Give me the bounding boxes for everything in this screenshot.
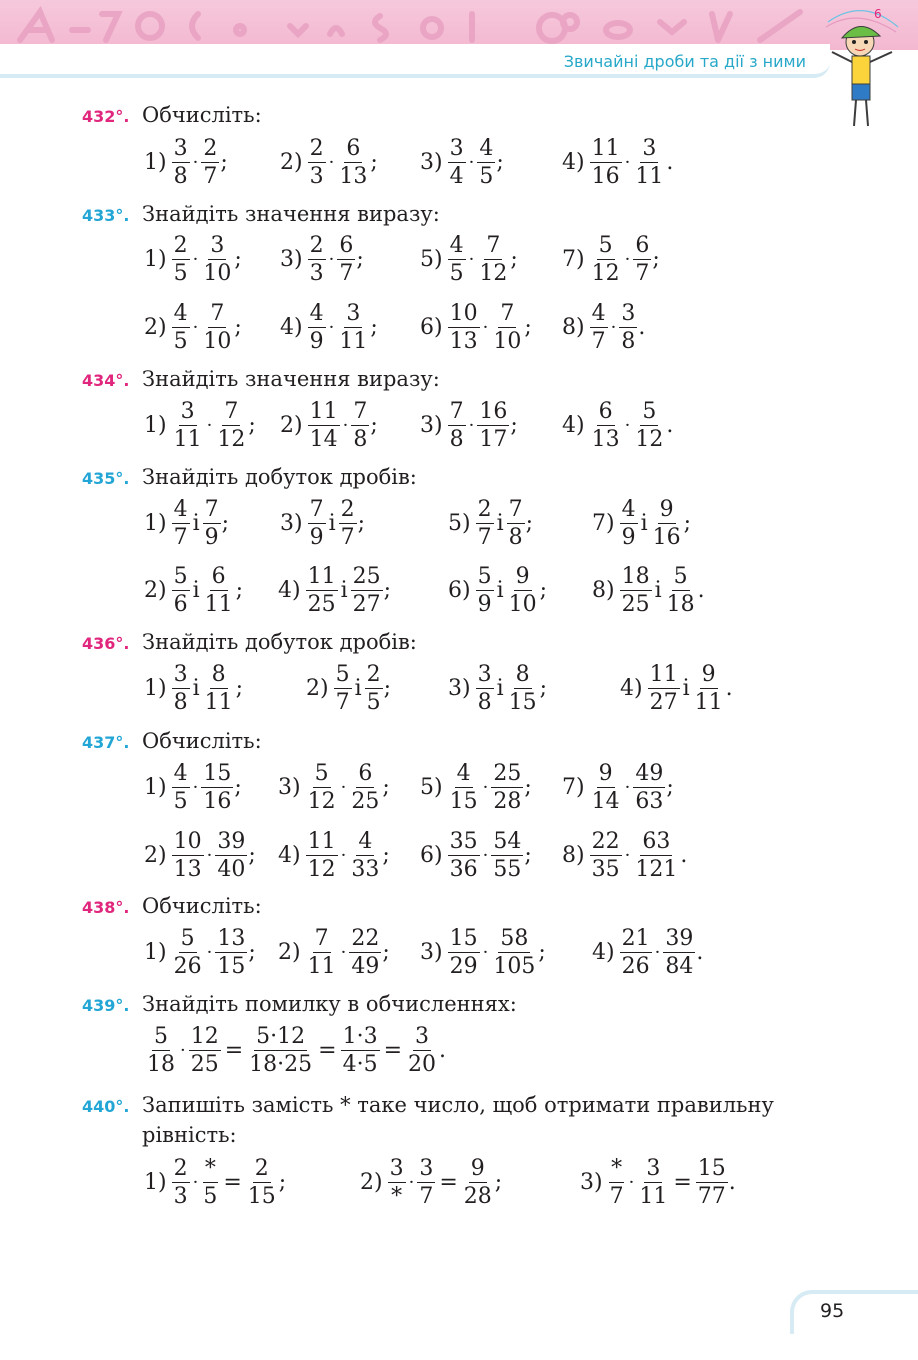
expr-438-2: 2) 7 11 · 22 49 ; (278, 925, 390, 979)
task-number: 432°. (82, 107, 130, 126)
expr-440-1: 1) 2 3 · * 5 = $\frac{2}{15}$ ; (144, 1155, 287, 1209)
task-434 (82, 367, 440, 393)
expr-437-6: 6) 35 36 · 54 55 ; (420, 828, 532, 882)
task-title: Знайдіть значення виразу: (142, 202, 440, 226)
expr-440-3: 3) * 7 · $\frac{3}{11}$ = $\frac{15}{77}$ . (580, 1155, 736, 1209)
expr-437-7: 7) 9 14 · 49 63 ; (562, 760, 674, 814)
expr-436-3: 3) 3 8 і 8 15 ; (448, 661, 548, 715)
expr-436-2: 2) 5 7 і 2 5 ; (306, 661, 392, 715)
section-title: Звичайні дроби та дії з ними (563, 52, 806, 71)
expr-434-3: 3) 7 8 · 16 17 ; (420, 398, 518, 452)
expr-437-1: 1) 4 5 · 15 16 ; (144, 760, 242, 814)
expr-436-1: 1) 3 8 і 8 11 ; (144, 661, 244, 715)
expr-434-1: 1) 3 11 · 7 12 ; (144, 398, 256, 452)
task-title: Обчисліть: (142, 729, 262, 753)
expr-434-4: 4) 6 13 · 5 12 . (562, 398, 674, 452)
expr-432-2: 2) 2 3 · 6 13 ; (280, 135, 378, 189)
task-432 (82, 103, 262, 129)
expr-438-3: 3) 15 29 · 58 105 ; (420, 925, 546, 979)
task-440 (82, 1093, 774, 1119)
task-number: 438°. (82, 898, 130, 917)
expr-435-2: 2) 5 6 і 6 11 ; (144, 563, 244, 617)
expr-433-7: 7) 5 12 · 6 7 ; (562, 232, 660, 286)
task-title: Обчисліть: (142, 894, 262, 918)
expr-432-4: 4) 11 16 · 3 11 . (562, 135, 674, 189)
expr-437-3: 3) 5 12 · 6 25 ; (278, 760, 390, 814)
expr-437-2: 2) 10 13 · 39 40 ; (144, 828, 256, 882)
expr-437-8: 8) 22 35 · 63 121 . (562, 828, 688, 882)
task-435 (82, 465, 417, 491)
task-433 (82, 202, 440, 228)
expr-433-8: 8) 4 7 · 3 8 . (562, 300, 646, 354)
expr-435-1: 1) 4 7 і 7 9 ; (144, 496, 230, 550)
page-number-tab (790, 1290, 918, 1334)
task-title: Запишіть замість * таке число, щоб отримати правильну (142, 1093, 774, 1117)
task-437 (82, 729, 262, 755)
task-title: Обчисліть: (142, 103, 262, 127)
task-number: 440°. (82, 1097, 130, 1116)
task-title: Знайдіть помилку в обчисленнях: (142, 992, 517, 1016)
expr-438-1: 1) 5 26 · 13 15 ; (144, 925, 256, 979)
expr-433-1: 1) 2 5 · 3 10 ; (144, 232, 242, 286)
task-number: 435°. (82, 469, 130, 488)
task-number: 436°. (82, 634, 130, 653)
expr-432-1: 1) 3 8 · 2 7 ; (144, 135, 228, 189)
expr-432-3: 3) 3 4 · 4 5 ; (420, 135, 504, 189)
expr-437-4: 4) 11 12 · 4 33 ; (278, 828, 390, 882)
decorative-math-symbols (0, 0, 820, 50)
task-number: 437°. (82, 733, 130, 752)
task-title: Знайдіть добуток дробів: (142, 630, 417, 654)
expr-433-6: 6) 10 13 · 7 10 ; (420, 300, 532, 354)
expr-435-3: 3) 7 9 і 2 7 ; (280, 496, 366, 550)
mascot-illustration (818, 2, 908, 132)
svg-text:6: 6 (874, 7, 882, 21)
expr-433-3: 3) 2 3 · 6 7 ; (280, 232, 364, 286)
page-number: 95 (820, 1300, 845, 1322)
expr-433-2: 2) 4 5 · 7 10 ; (144, 300, 242, 354)
expr-435-6: 6) 5 9 і 9 10 ; (448, 563, 548, 617)
expr-439: 5 18 · $\frac{12}{25}$ = $\frac{5\cdot 12}{18\cdot 25}$ = $\frac{1\cdot 3}{4\cdot 5}$ = $\frac{3}{20}$ . (147, 1023, 447, 1077)
expr-435-8: 8) 18 25 і 5 18 . (592, 563, 705, 617)
task-number: 434°. (82, 371, 130, 390)
expr-433-5: 5) 4 5 · 7 12 ; (420, 232, 518, 286)
expr-435-7: 7) 4 9 і 9 16 ; (592, 496, 692, 550)
expr-435-5: 5) 2 7 і 7 8 ; (448, 496, 534, 550)
task-title: Знайдіть значення виразу: (142, 367, 440, 391)
task-436 (82, 630, 417, 656)
expr-434-2: 2) 11 14 · 7 8 ; (280, 398, 378, 452)
expr-433-4: 4) 4 9 · 3 11 ; (280, 300, 378, 354)
task-438 (82, 894, 262, 920)
expr-435-4: 4) 11 25 і 25 27 ; (278, 563, 392, 617)
header-banner (0, 0, 918, 50)
task-title: Знайдіть добуток дробів: (142, 465, 417, 489)
expr-440-2: 2) 3 * · $\frac{3}{7}$ = $\frac{9}{28}$ ; (360, 1155, 503, 1209)
expr-436-4: 4) 11 27 і 9 11 . (620, 661, 733, 715)
task-number: 433°. (82, 206, 130, 225)
task-439 (82, 992, 517, 1018)
expr-437-5: 5) 4 15 · 25 28 ; (420, 760, 532, 814)
task-440-title-continued: рівність: (142, 1123, 237, 1147)
expr-438-4: 4) 21 26 · 39 84 . (592, 925, 704, 979)
task-number: 439°. (82, 996, 130, 1015)
